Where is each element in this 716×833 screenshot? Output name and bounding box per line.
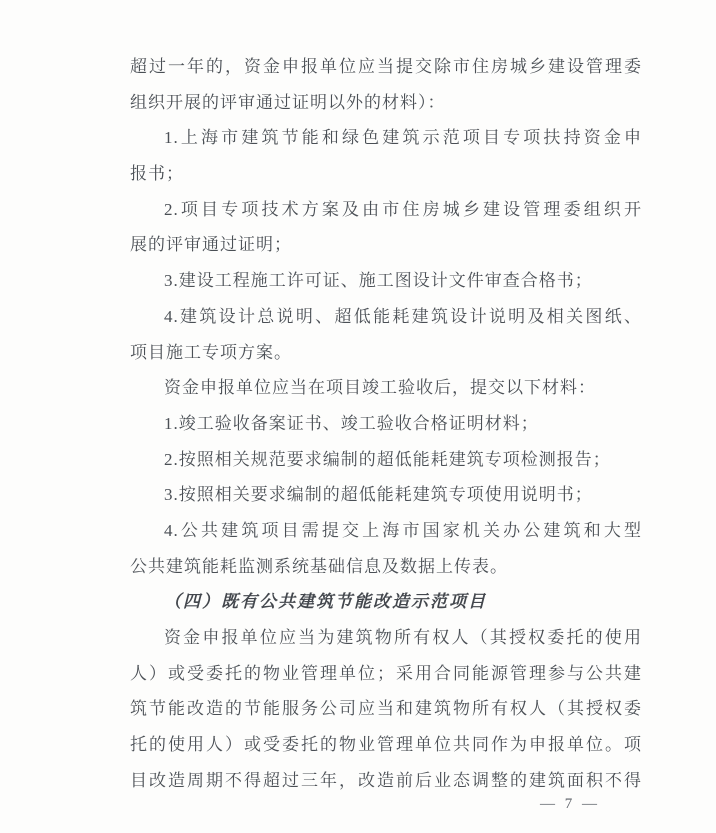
text-line: 项目施工专项方案。 [130, 342, 292, 362]
list-item-line: 1.竣工验收备案证书、竣工验收合格证明材料； [164, 413, 539, 433]
text-line: 托的使用人）或受委托的物业管理单位共同作为申报单位。项 [130, 735, 642, 755]
page-number: — 7 — [540, 796, 600, 812]
text-line: 超过一年的，资金申报单位应当提交除市住房城乡建设管理委 [130, 57, 642, 76]
list-item-line: 2.项目专项技术方案及由市住房城乡建设管理委组织开 [164, 199, 642, 219]
list-item-line: 3.建设工程施工许可证、施工图设计文件审查合格书； [164, 271, 593, 291]
text-line: 筑节能改造的节能服务公司应当和建筑物所有权人（其授权委 [130, 699, 642, 719]
list-item-line: 3.按照相关要求编制的超低能耗建筑专项使用说明书； [164, 485, 593, 505]
text-line: 资金申报单位应当在项目竣工验收后，提交以下材料： [164, 378, 596, 398]
list-item-line: 2.按照相关规范要求编制的超低能耗建筑专项检测报告； [164, 449, 611, 469]
text-line: 资金申报单位应当为建筑物所有权人（其授权委托的使用 [164, 628, 642, 647]
section-heading: （四）既有公共建筑节能改造示范项目 [164, 592, 487, 612]
text-line: 公共建筑能耗监测系统基础信息及数据上传表。 [130, 556, 508, 576]
text-line: 目改造周期不得超过三年，改造前后业态调整的建筑面积不得 [130, 770, 642, 790]
list-item-line: 4.建筑设计总说明、超低能耗建筑设计说明及相关图纸、 [164, 306, 642, 326]
text-line: 展的评审通过证明； [130, 235, 292, 255]
text-line: 组织开展的评审通过证明以外的材料）： [130, 92, 446, 112]
list-item-line: 4.公共建筑项目需提交上海市国家机关办公建筑和大型 [164, 520, 642, 540]
text-line: 报书； [130, 164, 184, 184]
list-item-line: 1.上海市建筑节能和绿色建筑示范项目专项扶持资金申 [164, 128, 642, 148]
document-body [130, 49, 642, 798]
text-line: 人）或受委托的物业管理单位；采用合同能源管理参与公共建 [130, 663, 642, 683]
